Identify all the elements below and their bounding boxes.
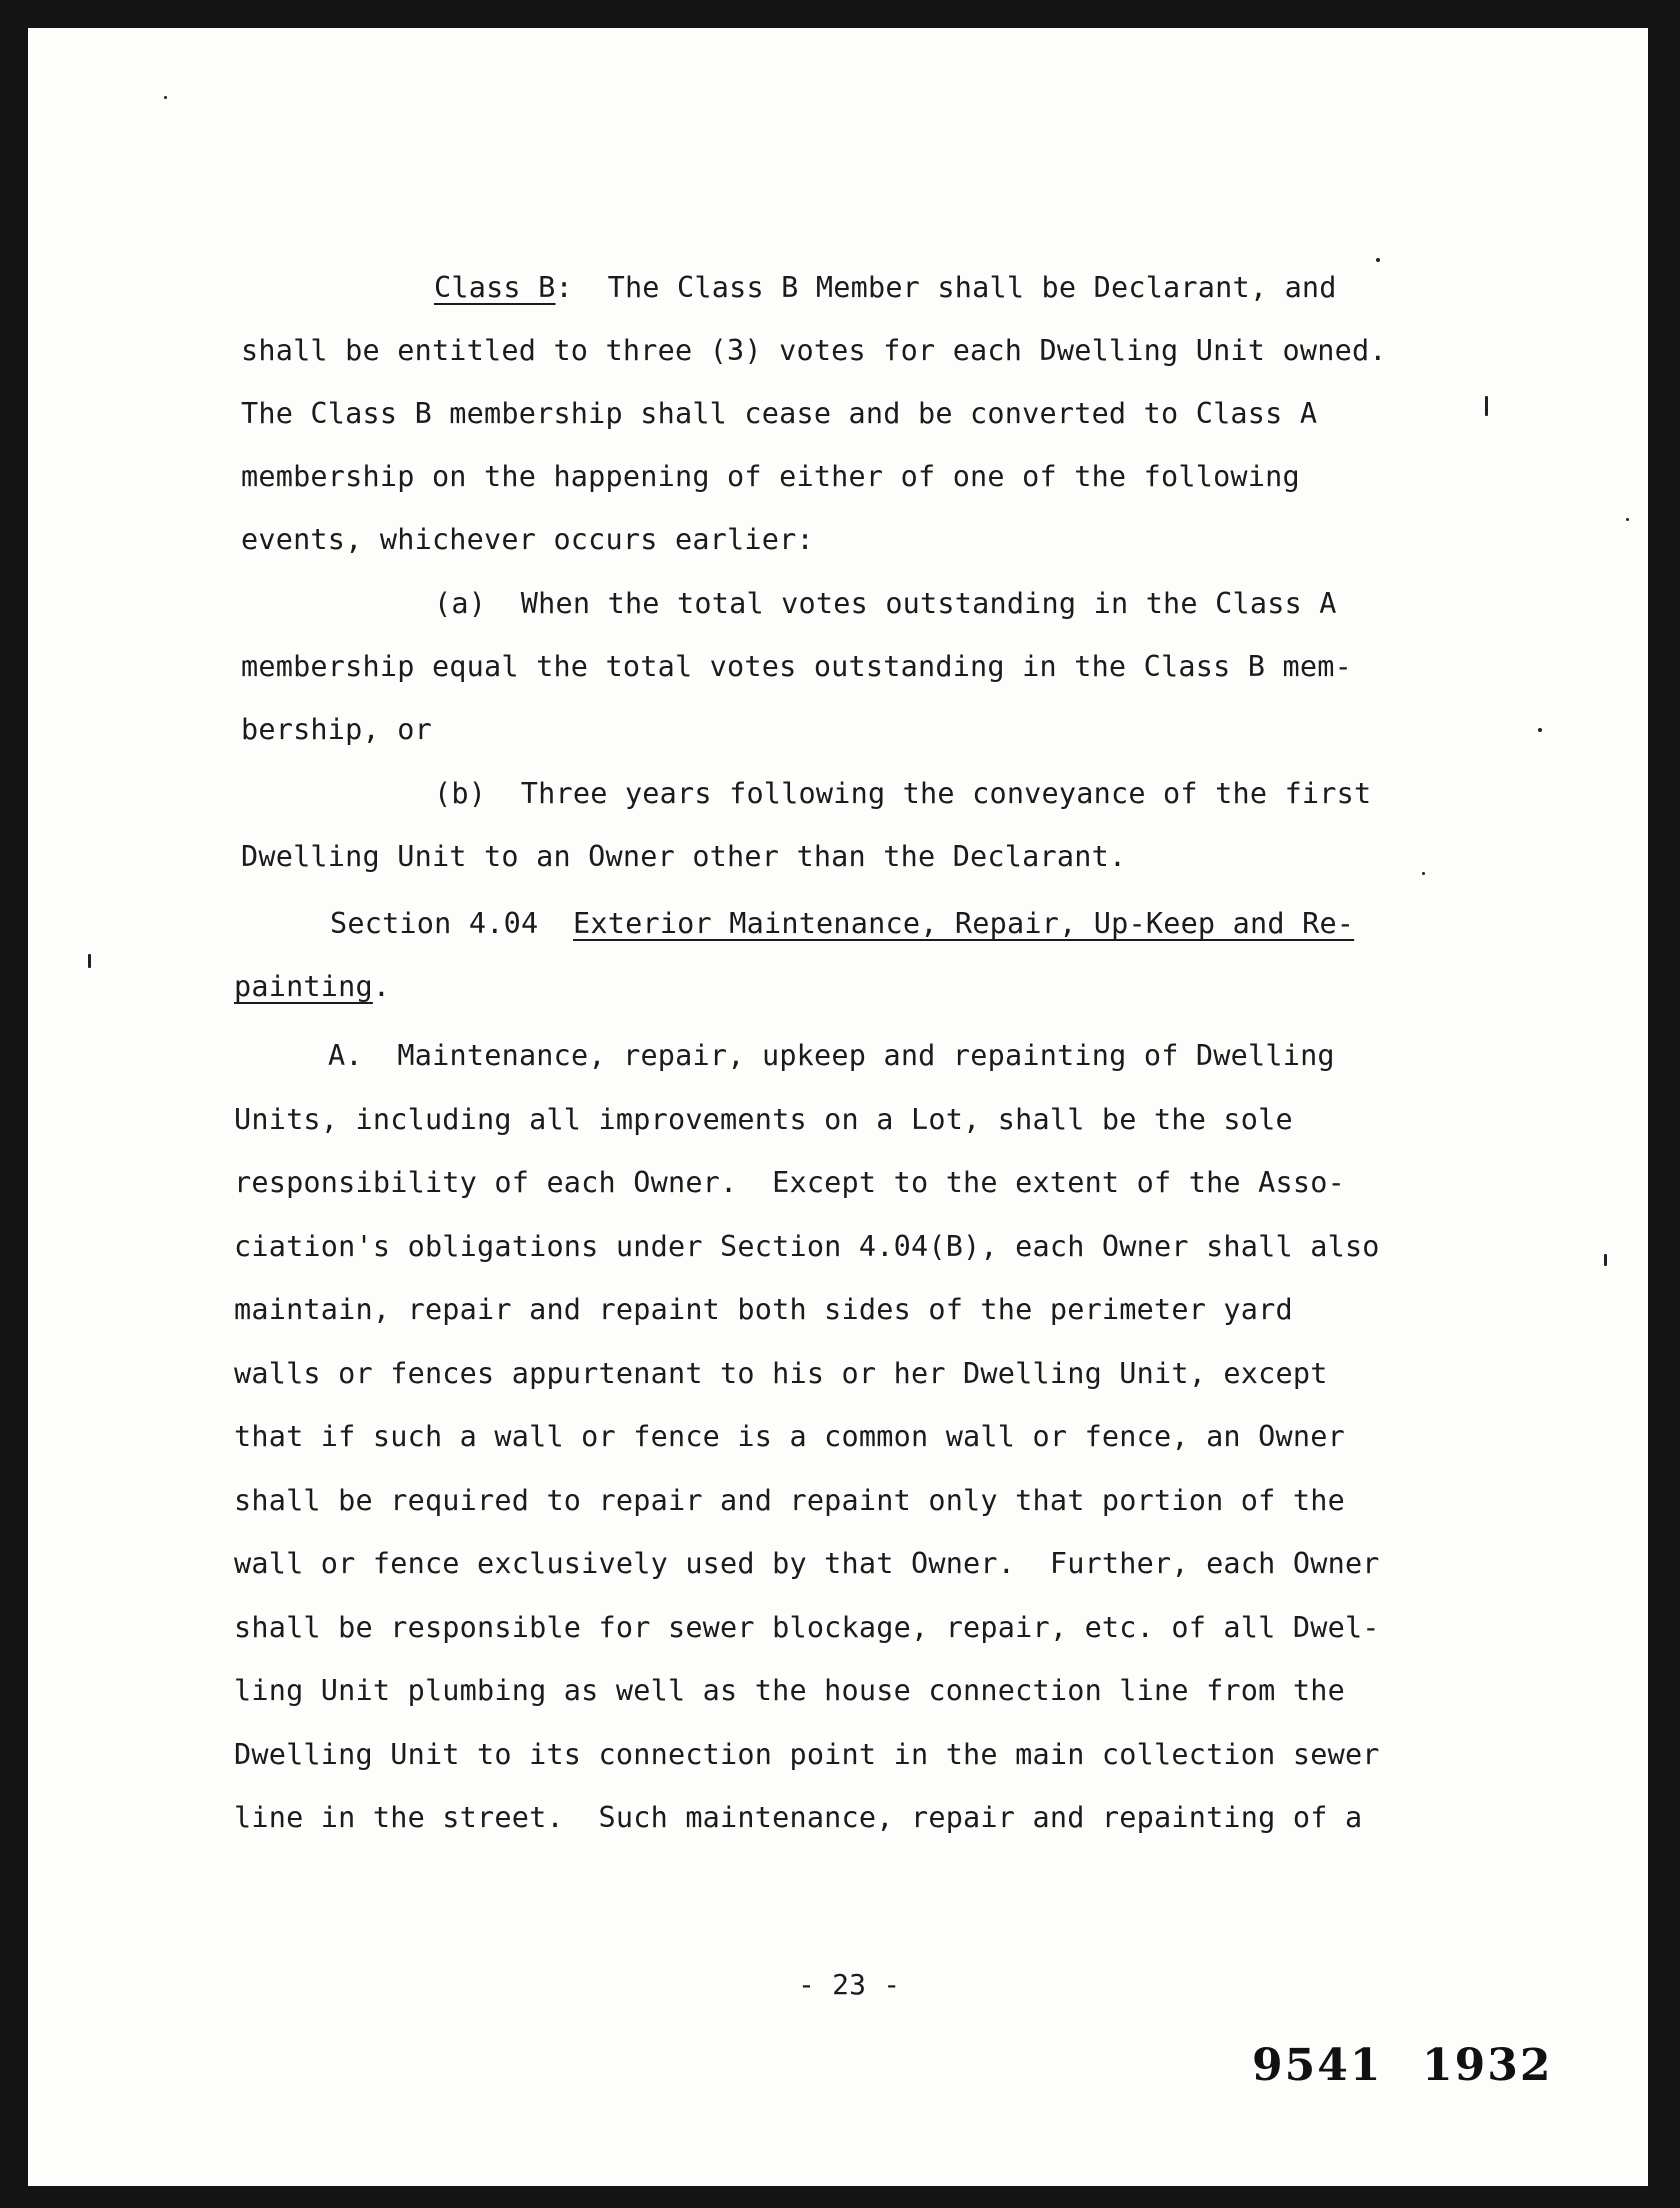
document-code-right: 1932 [1422,2040,1553,2091]
section-4-04-heading [330,906,1354,942]
section-number: Section 4.04 [330,907,574,940]
section-title-continued: painting. [234,970,391,1003]
text-line: ling Unit plumbing as well as the house connection line from the [234,1674,1345,1707]
document-code-left: 9541 [1252,2040,1383,2091]
text-line: membership equal the total votes outstanding in the Class B mem- [241,650,1352,683]
text-line: shall be required to repair and repaint only that portion of the [234,1484,1345,1517]
text-line: that if such a wall or fence is a common wall or fence, an Owner [234,1420,1345,1453]
text-line: responsibility of each Owner. Except to the extent of the Asso- [234,1166,1345,1199]
text-line: maintain, repair and repaint both sides of the perimeter yard [234,1293,1293,1326]
text-line: shall be responsible for sewer blockage, repair, etc. of all Dwel- [234,1611,1380,1644]
text-line: events, whichever occurs earlier: [241,523,814,556]
scan-speck [1604,1254,1607,1266]
scan-speck [1626,518,1629,521]
paragraph-a-line: A. Maintenance, repair, upkeep and repainting of Dwelling [328,1039,1335,1072]
scan-speck [1538,728,1542,732]
scan-speck [1376,258,1380,262]
text-line: ciation's obligations under Section 4.04(B), each Owner shall also [234,1230,1380,1263]
clause-a-line: (a) When the total votes outstanding in the Class A [434,587,1337,620]
text-line: bership, or [241,713,432,746]
section-title: Exterior Maintenance, Repair, Up-Keep and Re- [573,907,1355,940]
text-line: Dwelling Unit to its connection point in the main collection sewer [234,1738,1380,1771]
scan-speck [1422,872,1425,875]
text-line: Units, including all improvements on a Lot, shall be the sole [234,1103,1293,1136]
text-line: walls or fences appurtenant to his or her Dwelling Unit, except [234,1357,1328,1390]
clause-b-line: (b) Three years following the conveyance of the first [434,777,1372,810]
scan-speck [88,954,91,968]
text-line: membership on the happening of either of one of the following [241,460,1300,493]
text-line: Dwelling Unit to an Owner other than the Declarant. [241,840,1127,873]
scan-speck [1485,396,1488,416]
text-line: shall be entitled to three (3) votes for each Dwelling Unit owned. [241,334,1387,367]
text-line: wall or fence exclusively used by that Owner. Further, each Owner [234,1547,1380,1580]
document-page [28,28,1648,2186]
text-line: The Class B membership shall cease and be converted to Class A [241,397,1318,430]
scan-speck [164,96,167,99]
document-body [28,28,1648,2186]
class-b-paragraph-line-1: Class B: The Class B Member shall be Declarant, and [434,271,1337,304]
class-b-heading: Class B [434,271,556,304]
text-line: line in the street. Such maintenance, repair and repainting of a [234,1801,1363,1834]
page-number: - 23 - [798,1968,901,2001]
